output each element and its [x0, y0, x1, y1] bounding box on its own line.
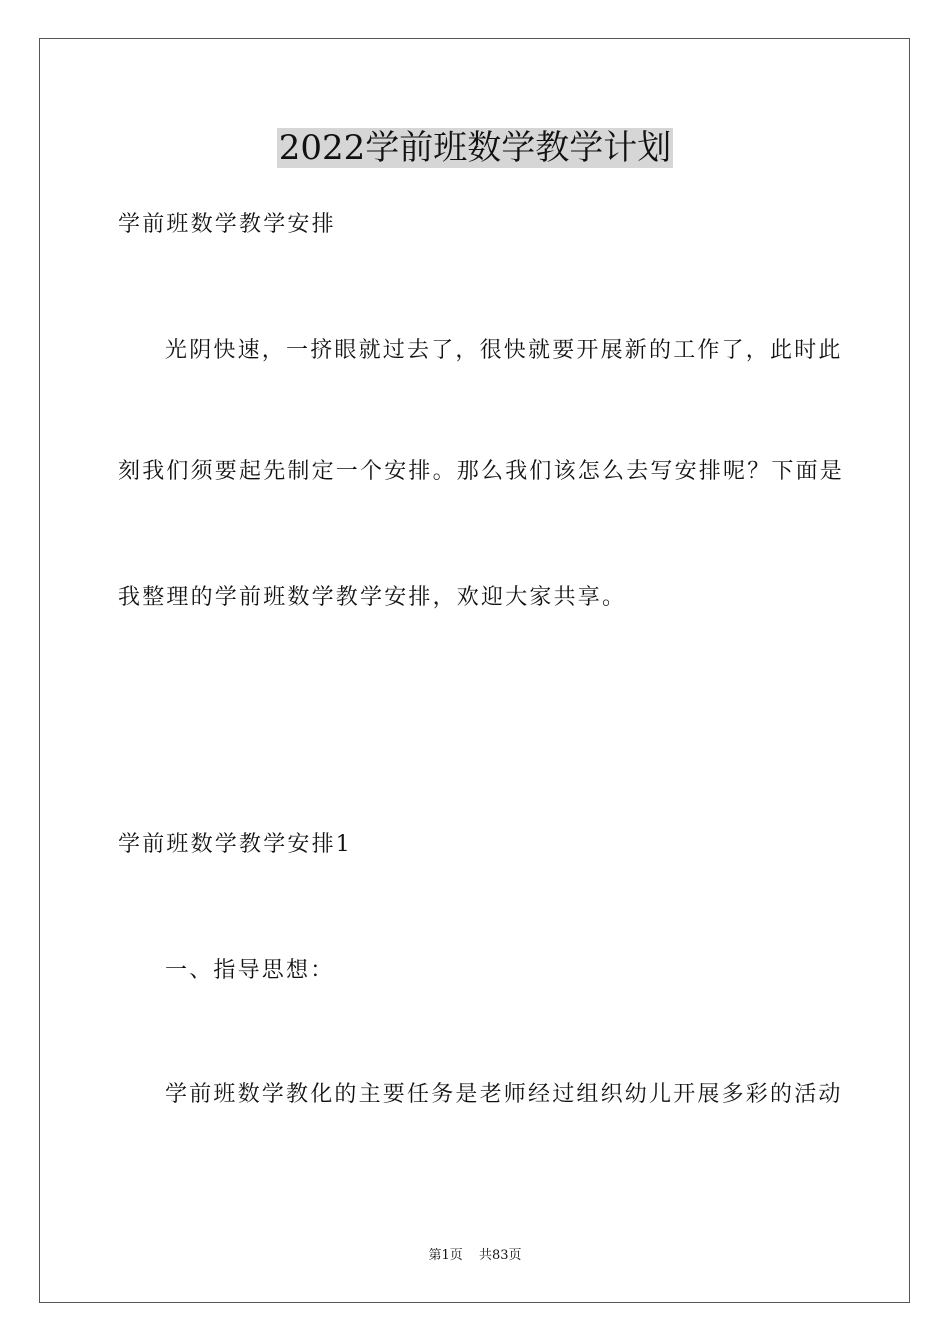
document-title [0, 124, 950, 172]
page-total: 共83页 [478, 1248, 522, 1263]
body-line: 学前班数学教化的主要任务是老师经过组织幼儿开展多彩的活动 [165, 1082, 843, 1107]
document-title-text: 2022学前班数学教学计划 [278, 128, 672, 168]
subsection-heading: 一、指导思想： [165, 958, 335, 983]
paragraph-line-1: 光阴快速，一挤眼就过去了，很快就要开展新的工作了，此时此 [165, 338, 843, 363]
page-number: 第1页 [428, 1248, 463, 1263]
page-footer [0, 1247, 950, 1265]
paragraph-line-2: 刻我们须要起先制定一个安排。那么我们该怎么去写安排呢？下面是 [118, 459, 845, 484]
section-heading: 学前班数学教学安排1 [118, 832, 352, 857]
paragraph-line-3: 我整理的学前班数学教学安排，欢迎大家共享。 [118, 585, 627, 610]
document-subtitle: 学前班数学教学安排 [118, 212, 336, 237]
